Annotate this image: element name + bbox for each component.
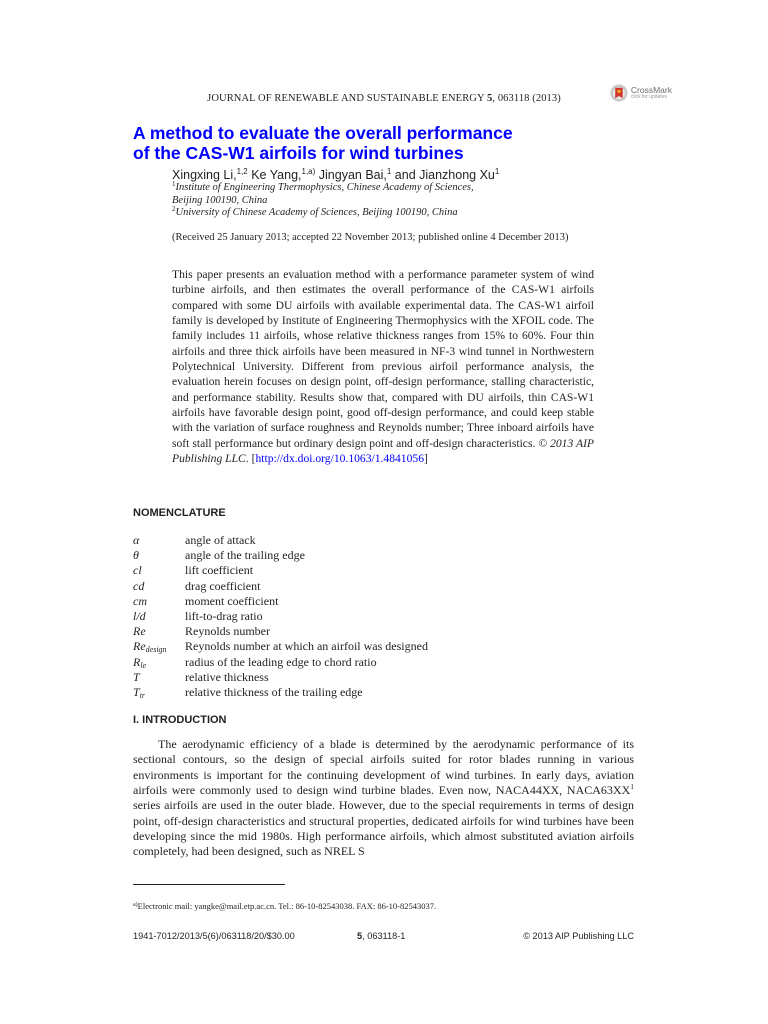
nomenclature-symbol	[133, 685, 185, 700]
symbol-text: T	[133, 684, 140, 699]
nomenclature-definition: Reynolds number	[185, 624, 270, 639]
nomenclature-row	[133, 533, 428, 548]
symbol-subscript: design	[145, 645, 167, 655]
abstract-body: This paper presents an evaluation method with a performance parameter system of wind turbine airfoils, and then estimates the overall performance of the CAS-W1 airfoils compared with some DU airfoils with available experimental data. The CAS-W1 airfoil family is developed by Institute of Engineering Thermophysics with the XFOIL code. The family includes 11 airfoils, whose relative thickness ranges from 15% to 60%. Four thin airfoils and three thick airfoils have been measured in NF-3 wind tunnel in Northwestern Polytechnical University. Different from previous airfoil performance analysis, the evaluation herein focuses on design point, off-design performance, stalling characteristic, and performance stability. Results show that, compared with DU airfoils, thin CAS-W1 airfoils have favorable design point, good off-design performance, and could keep stable with the variation of surface roughness and Reynolds number; Three inboard airfoils have soft stall performance but ordinary design point and off-design characteristics.	[172, 268, 594, 450]
symbol-text: cm	[133, 593, 147, 608]
affiliation-1-line-1: Institute of Engineering Thermophysics, Chinese Academy of Sciences,	[175, 182, 474, 193]
nomenclature-heading: NOMENCLATURE	[133, 507, 226, 519]
title-line-2: of the CAS-W1 airfoils for wind turbines	[133, 143, 464, 163]
nomenclature-row	[133, 594, 428, 609]
nomenclature-definition: Reynolds number at which an airfoil was designed	[185, 639, 428, 654]
nomenclature-definition: angle of attack	[185, 533, 256, 547]
nomenclature-definition: angle of the trailing edge	[185, 548, 305, 563]
symbol-subscript: tr	[139, 690, 146, 700]
nomenclature-symbol	[133, 670, 185, 685]
author-name: Ke Yang,	[247, 168, 302, 182]
affiliation-2-line-1: University of Chinese Academy of Sciences, Beijing 100190, China	[175, 207, 458, 218]
nomenclature-symbol	[133, 655, 185, 670]
nomenclature-definition: lift coefficient	[185, 563, 254, 578]
nomenclature-row	[133, 685, 428, 700]
crossmark-icon	[610, 81, 628, 105]
author-name: Xingxing Li,	[172, 168, 237, 182]
intro-text-a: The aerodynamic efficiency of a blade is determined by the aerodynamic performance of its sectional contours, so the design of special airfoils suited for rotor blades running in various environments is important for the continuing development of wind turbines. In early days, aviation airfoils were commonly used to design wind turbine blades. Even now, NACA44XX, NACA63XX	[133, 737, 634, 798]
footer-copyright: © 2013 AIP Publishing LLC	[523, 931, 634, 941]
footnote	[133, 901, 436, 911]
nomenclature-row	[133, 579, 428, 594]
author-sup: 1,a)	[301, 167, 316, 176]
nomenclature-symbol	[133, 609, 185, 624]
abstract-period: .	[245, 452, 252, 466]
crossmark-sub: click for updates	[630, 94, 668, 101]
nomenclature-definition: moment coefficient	[185, 593, 279, 608]
introduction-heading: I. INTRODUCTION	[133, 714, 227, 726]
symbol-subscript: le	[140, 660, 147, 670]
nomenclature-row	[133, 639, 428, 654]
footer-issn: 1941-7012/2013/5(6)/063118/20/$30.00	[133, 931, 295, 941]
nomenclature-symbol	[133, 624, 185, 639]
affiliation-sup: 1	[172, 180, 176, 188]
author-sup: 1,2	[236, 167, 248, 176]
nomenclature-symbol	[133, 563, 185, 578]
author-name: and Jianzhong Xu	[391, 168, 495, 182]
symbol-text: cd	[133, 578, 145, 593]
nomenclature-row	[133, 563, 428, 578]
footer-page	[357, 931, 405, 941]
received-dates: (Received 25 January 2013; accepted 22 November 2013; published online 4 December 2013)	[172, 232, 569, 243]
nomenclature-row	[133, 670, 428, 685]
author-sup: 1	[494, 167, 500, 176]
nomenclature-row	[133, 548, 428, 563]
author-list	[172, 168, 499, 182]
nomenclature-symbol	[133, 594, 185, 609]
nomenclature-definition: radius of the leading edge to chord ratio	[185, 654, 377, 669]
nomenclature-symbol	[133, 639, 185, 654]
nomenclature-symbol	[133, 548, 185, 563]
author-name: Jingyan Bai,	[315, 168, 387, 182]
title-line-1: A method to evaluate the overall performance	[133, 123, 513, 143]
crossmark-logo[interactable]	[610, 80, 672, 106]
footer-volume: 5	[357, 931, 363, 941]
paper-title	[133, 123, 653, 163]
doi-link[interactable]: http://dx.doi.org/10.1063/1.4841056	[255, 452, 424, 466]
nomenclature-symbol	[133, 533, 185, 548]
nomenclature-definition: lift-to-drag ratio	[185, 608, 263, 623]
symbol-text: θ	[133, 548, 139, 563]
footnote-mark: a)	[133, 902, 138, 908]
nomenclature-row	[133, 655, 428, 670]
footer-page-number: , 063118-1	[362, 931, 406, 941]
symbol-text: Re	[133, 639, 146, 654]
author-sup: 1	[386, 167, 392, 176]
doi-close: ]	[424, 452, 428, 466]
abstract	[172, 267, 594, 466]
affiliation-1-line-2: Beijing 100190, China	[172, 194, 268, 206]
nomenclature-row	[133, 624, 428, 639]
introduction-paragraph	[133, 737, 634, 860]
nomenclature-definition: relative thickness of the trailing edge	[185, 684, 363, 699]
symbol-text: l/d	[133, 608, 146, 623]
intro-text-b: series airfoils are used in the outer blade. However, due to the special requirements in terms of design point, off-design characteristics and structural properties, dedicated airfoils for wind turbines have been developing since the mid 1980s. High performance airfoils, which almost substituted aviation airfoils completely, had been designed, such as NREL S	[133, 798, 634, 859]
journal-citation: , 063118 (2013)	[492, 93, 561, 104]
doi-open: [	[251, 452, 256, 466]
nomenclature-list	[133, 533, 428, 700]
affiliations	[172, 182, 474, 220]
reference-1[interactable]: 1	[630, 782, 634, 792]
symbol-text: Re	[133, 624, 146, 639]
journal-name: JOURNAL OF RENEWABLE AND SUSTAINABLE ENERGY	[207, 93, 485, 104]
crossmark-name: CrossMark	[630, 84, 672, 95]
nomenclature-symbol	[133, 579, 185, 594]
nomenclature-row	[133, 609, 428, 624]
nomenclature-definition: drag coefficient	[185, 578, 261, 593]
symbol-text: α	[133, 533, 140, 547]
footnote-text: Electronic mail: yangke@mail.etp.ac.cn. Tel.: 86-10-82543038. FAX: 86-10-82543037.	[137, 901, 437, 911]
symbol-text: R	[133, 654, 141, 669]
footnote-rule	[133, 884, 285, 885]
affiliation-sup: 2	[172, 205, 176, 213]
journal-volume: 5	[487, 93, 493, 104]
abstract-copyright: © 2013 AIP Publishing LLC	[172, 436, 595, 466]
symbol-text: T	[133, 669, 140, 684]
symbol-text: cl	[133, 563, 142, 578]
nomenclature-definition: relative thickness	[185, 669, 269, 684]
